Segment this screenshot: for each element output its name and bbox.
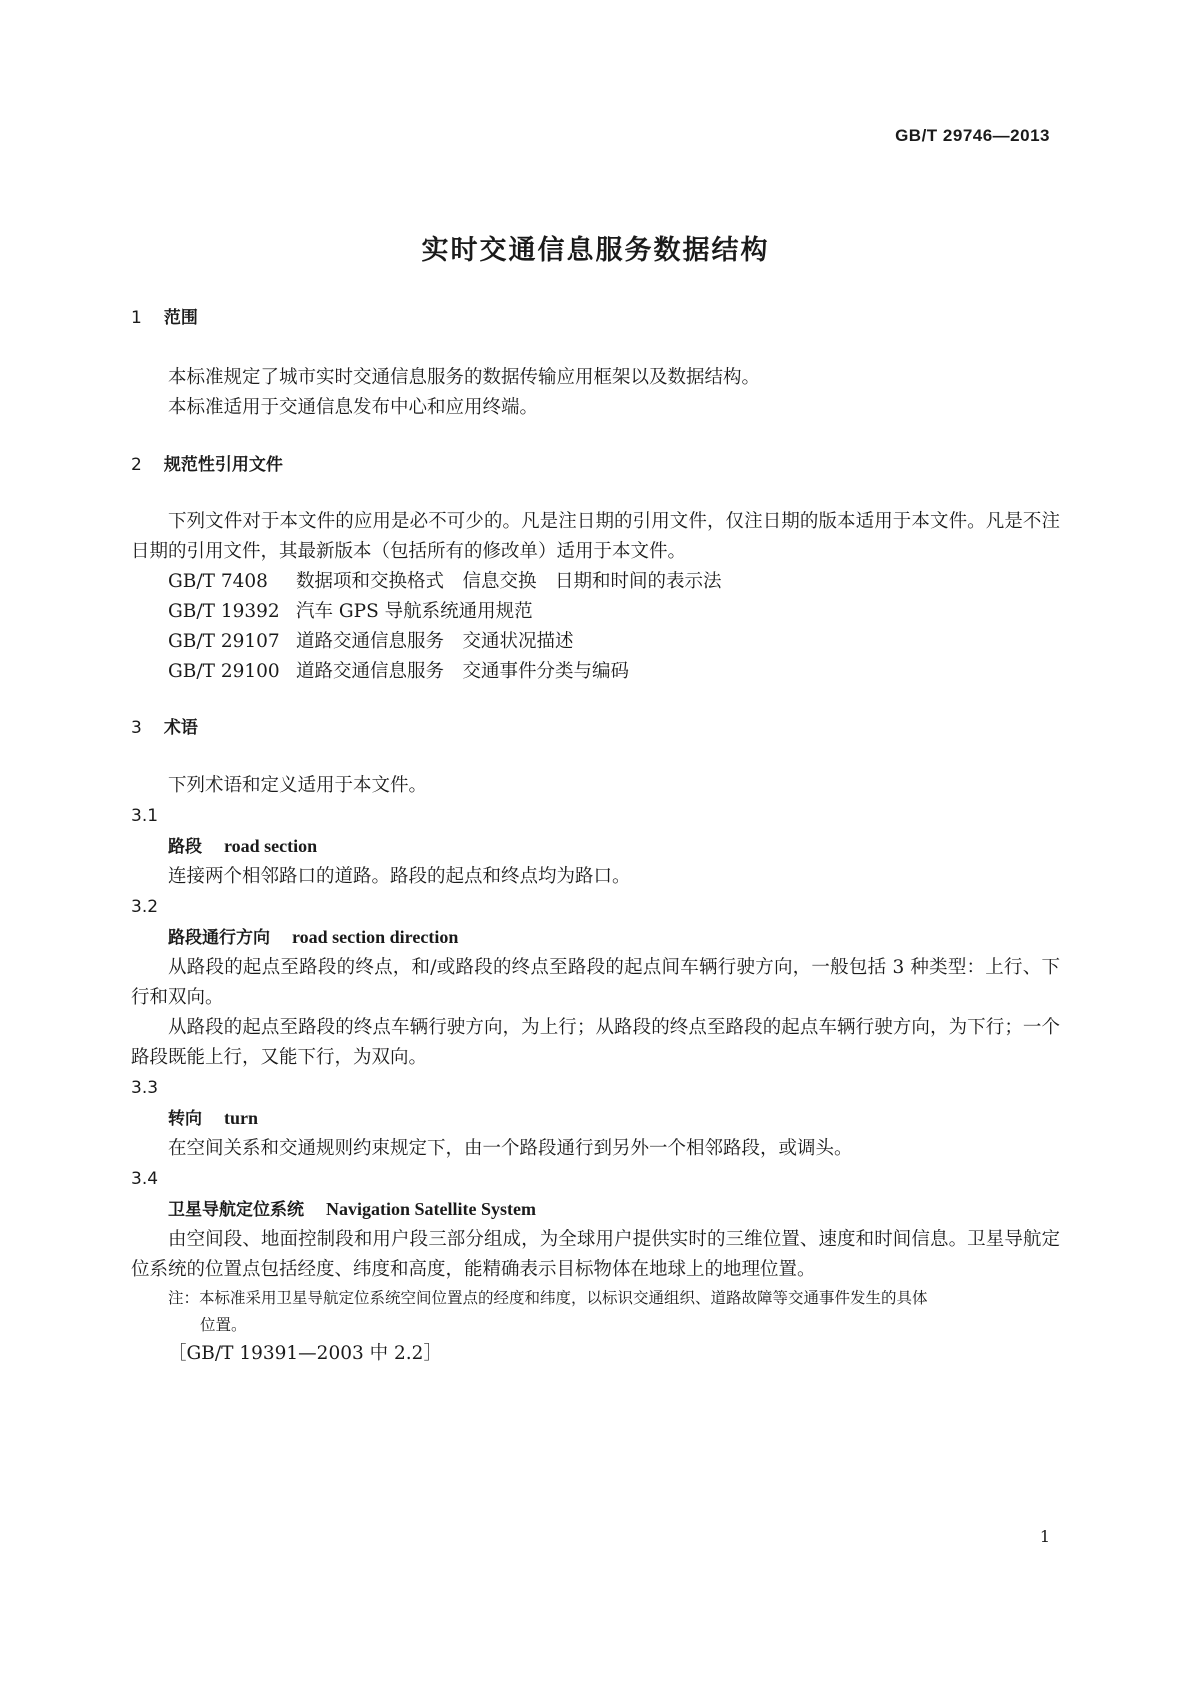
term-definition: 连接两个相邻路口的道路。路段的起点和终点均为路口。 <box>168 866 631 887</box>
term-number: 3.2 <box>131 897 159 917</box>
section-3-heading: 3 术语 <box>131 718 198 738</box>
term-definition: 由空间段、地面控制段和用户段三部分组成，为全球用户提供实时的三维位置、速度和时间信息。卫星导航定位系统的位置点包括经度、纬度和高度，能精确表示目标物体在地球上的地理位置。 <box>131 1229 1060 1280</box>
section-2-heading: 2 规范性引用文件 <box>131 455 283 475</box>
term-definition: 在空间关系和交通规则约束规定下，由一个路段通行到另外一个相邻路段，或调头。 <box>168 1138 853 1159</box>
section-2-body <box>131 507 1060 687</box>
paragraph: 下列文件对于本文件的应用是必不可少的。凡是注日期的引用文件，仅注日期的版本适用于本文件。凡是不注日期的引用文件，其最新版本（包括所有的修改单）适用于本文件。 <box>131 511 1060 562</box>
term-heading: 转向 turn <box>168 1108 259 1129</box>
term-definition: 从路段的起点至路段的终点车辆行驶方向，为上行；从路段的终点至路段的起点车辆行驶方向，为下行；一个路段既能上行，又能下行，为双向。 <box>131 1017 1060 1068</box>
standard-code: GB/T 29746—2013 <box>895 126 1050 145</box>
source-reference: ［GB/T 19391—2003 中 2.2］ <box>168 1343 442 1364</box>
term-number: 3.4 <box>131 1169 159 1189</box>
page-number: 1 <box>1039 1527 1050 1546</box>
term-number: 3.3 <box>131 1078 159 1098</box>
section-3-body <box>131 771 1060 1369</box>
term-definition: 从路段的起点至路段的终点，和/或路段的终点至路段的起点间车辆行驶方向，一般包括 3 种类型：上行、下行和双向。 <box>131 957 1060 1008</box>
term-heading: 路段通行方向 road section direction <box>168 927 459 948</box>
note: 注：本标准采用卫星导航定位系统空间位置点的经度和纬度，以标识交通组织、道路故障等交通事件发生的具体 位置。 <box>168 1289 928 1334</box>
reference-item: GB/T 29107 道路交通信息服务 交通状况描述 <box>168 631 574 652</box>
term-heading: 卫星导航定位系统 Navigation Satellite System <box>168 1199 536 1220</box>
paragraph: 本标准适用于交通信息发布中心和应用终端。 <box>168 397 539 418</box>
page-title: 实时交通信息服务数据结构 <box>421 235 770 266</box>
term-heading: 路段 road section <box>168 836 318 857</box>
reference-item: GB/T 19392 汽车 GPS 导航系统通用规范 <box>168 601 533 622</box>
reference-item: GB/T 29100 道路交通信息服务 交通事件分类与编码 <box>168 661 630 682</box>
section-1-heading: 1 范围 <box>131 308 198 328</box>
section-1-body <box>131 363 1060 423</box>
paragraph: 本标准规定了城市实时交通信息服务的数据传输应用框架以及数据结构。 <box>168 367 761 388</box>
paragraph: 下列术语和定义适用于本文件。 <box>168 775 428 796</box>
note-label: 注： <box>168 1289 200 1307</box>
term-number: 3.1 <box>131 806 159 826</box>
reference-item: GB/T 7408 数据项和交换格式 信息交换 日期和时间的表示法 <box>168 571 722 592</box>
